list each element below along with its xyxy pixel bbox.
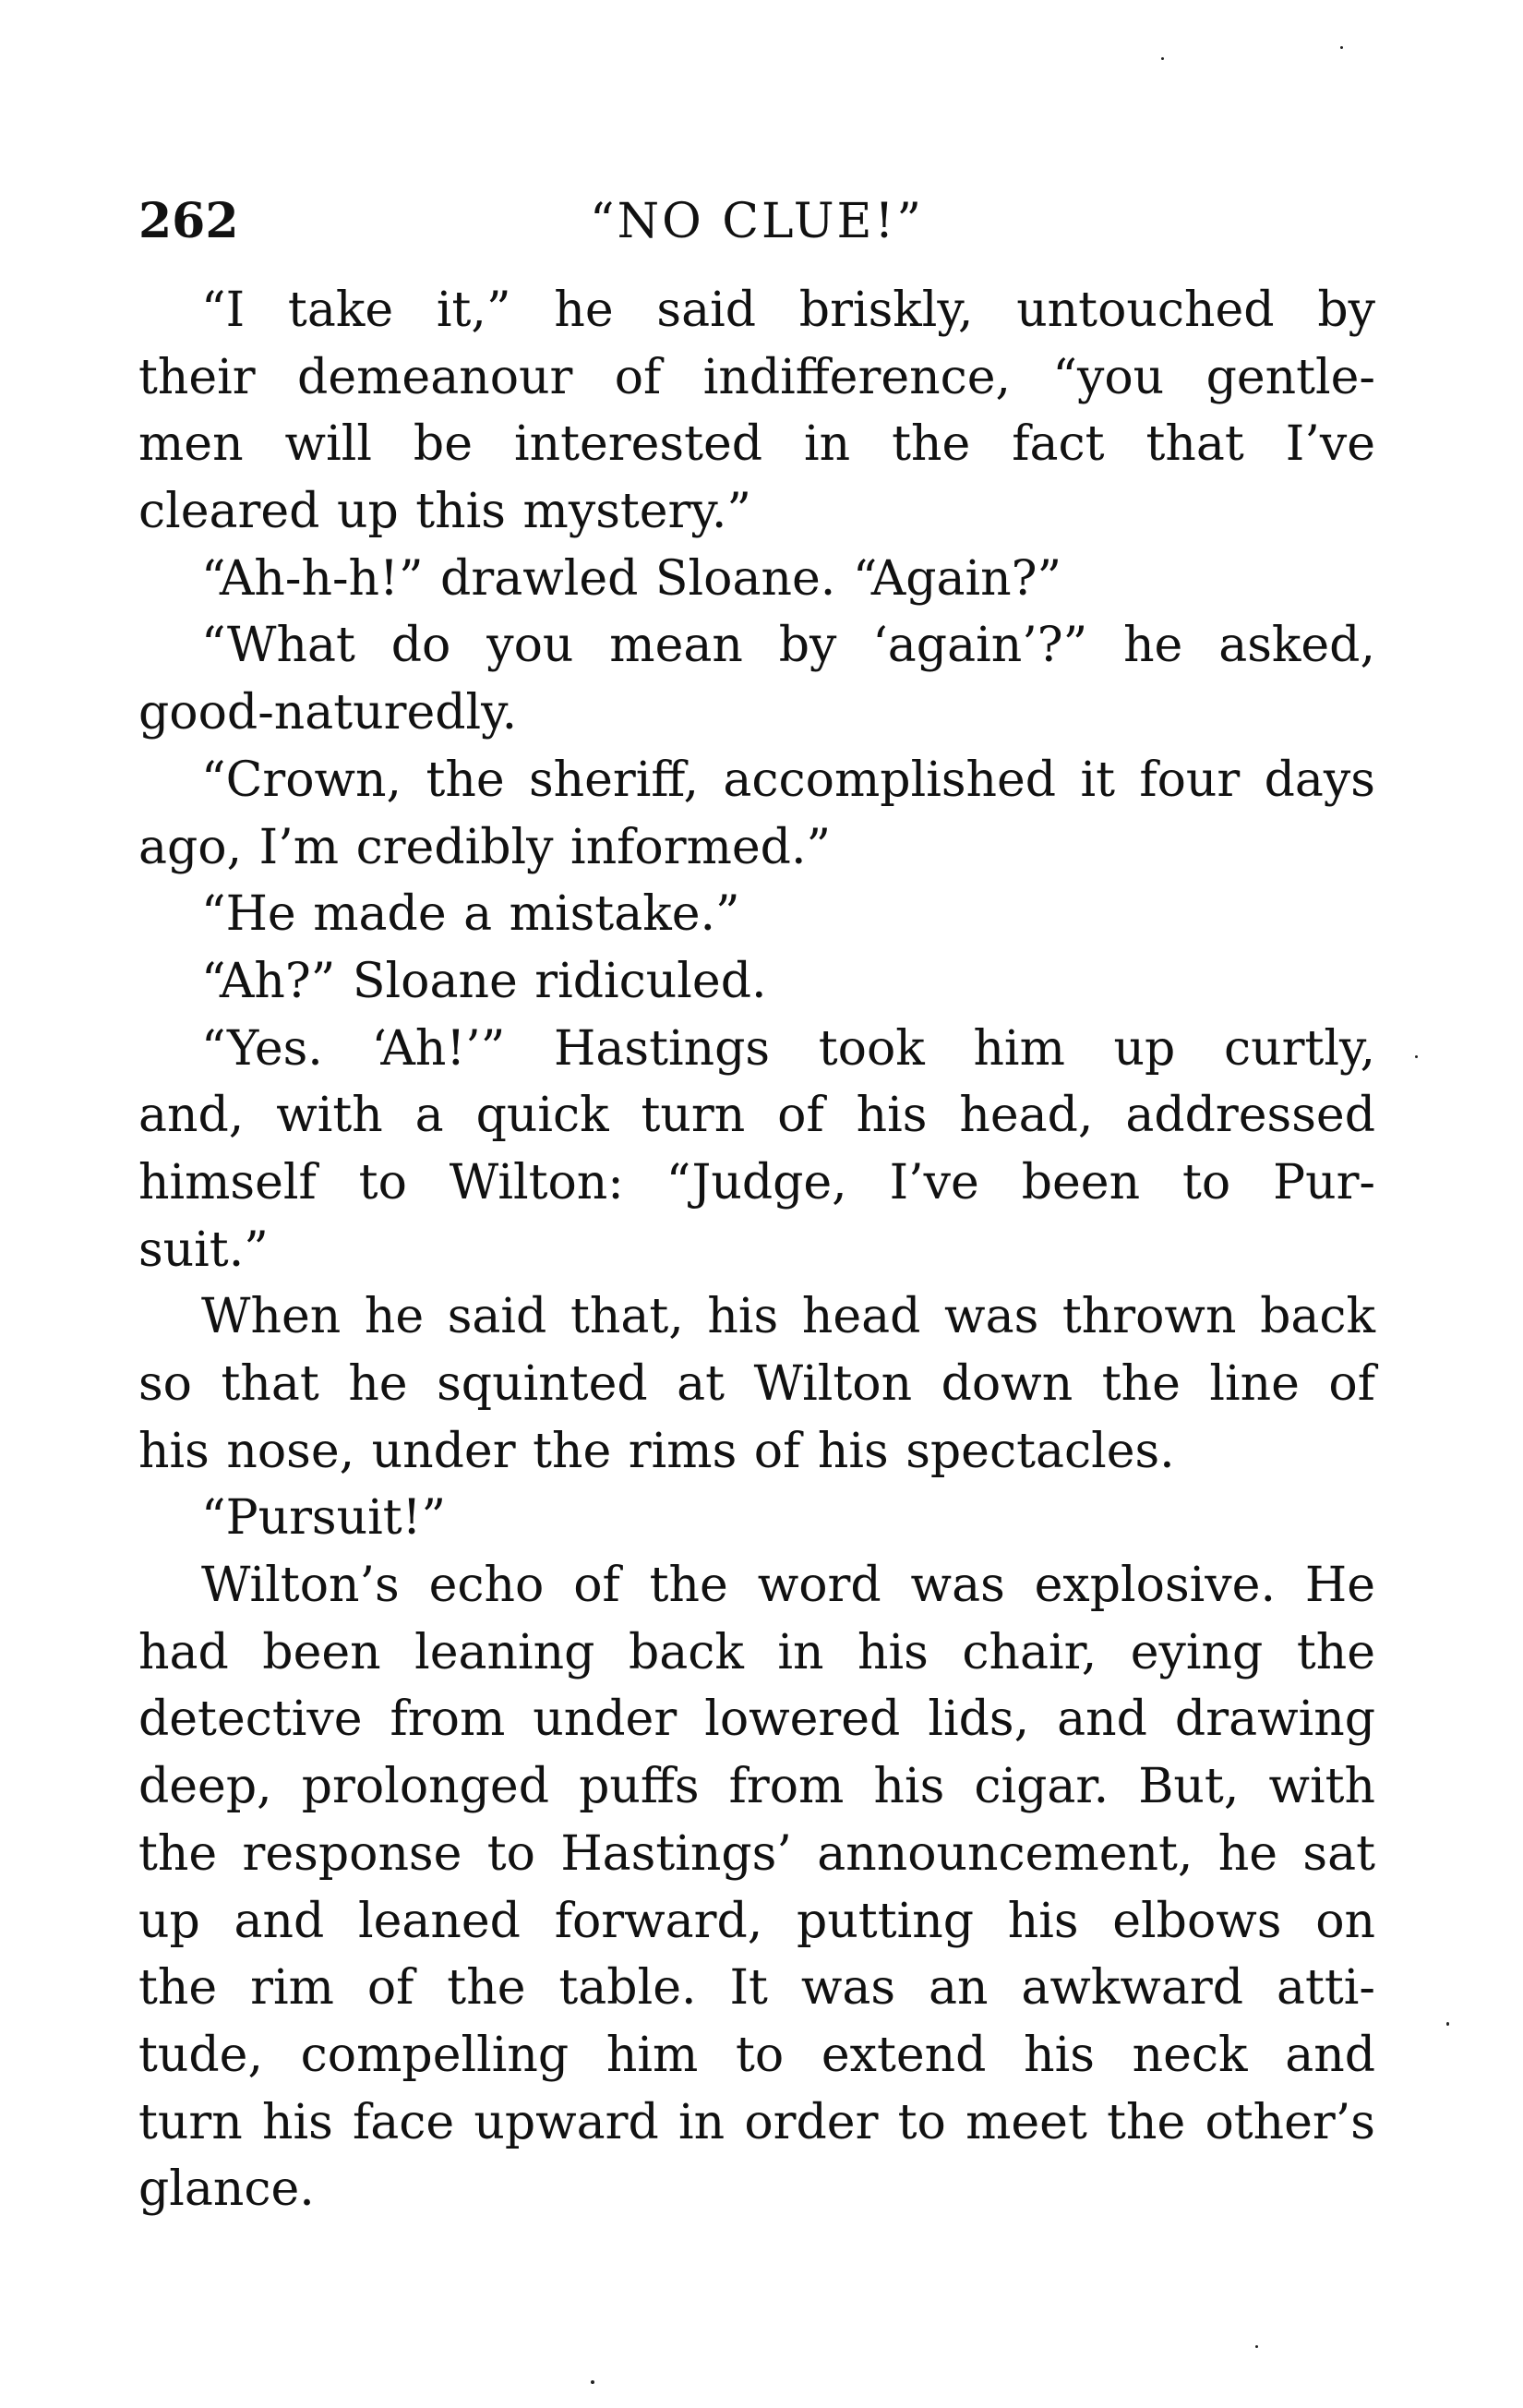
text-line: good-naturedly.	[138, 685, 518, 741]
scan-speck	[1446, 2022, 1449, 2026]
page-number: 262	[138, 193, 239, 249]
scan-speck	[1340, 46, 1343, 49]
text-line: When he said that, his head was thrown back	[201, 1289, 1375, 1345]
text-line: men will be interested in the fact that I’ve	[138, 416, 1375, 473]
text-line: “Yes. ‘Ah!’” Hastings took him up curtly,	[201, 1020, 1375, 1077]
text-line: “Crown, the sheriff, accomplished it four days	[201, 752, 1375, 808]
text-line: his nose, under the rims of his spectacles.	[138, 1423, 1175, 1479]
text-line: their demeanour of indifference, “you gentle-	[138, 349, 1375, 405]
text-line: himself to Wilton: “Judge, I’ve been to Pur-	[138, 1154, 1375, 1210]
text-line: the rim of the table. It was an awkward atti-	[138, 1960, 1375, 2017]
text-line: and, with a quick turn of his head, addressed	[138, 1088, 1375, 1144]
scan-speck	[1161, 57, 1164, 60]
text-line: “I take it,” he said briskly, untouched by	[201, 283, 1375, 338]
text-line: tude, compelling him to extend his neck and	[138, 2027, 1375, 2083]
text-line: “Ah?” Sloane ridiculed.	[201, 953, 767, 1009]
running-title: “NO CLUE!”	[590, 194, 924, 249]
body-text	[138, 277, 1375, 2223]
scan-speck	[591, 2380, 594, 2384]
text-line: the response to Hastings’ announcement, he sat	[138, 1825, 1375, 1882]
text-line: up and leaned forward, putting his elbows on	[138, 1893, 1375, 1949]
text-line: had been leaning back in his chair, eying the	[138, 1624, 1375, 1680]
text-line: ago, I’m credibly informed.”	[138, 819, 832, 875]
text-line: “Pursuit!”	[201, 1490, 447, 1547]
text-line: turn his face upward in order to meet the other’s	[138, 2094, 1375, 2150]
text-line: suit.”	[138, 1222, 269, 1278]
page-header	[138, 185, 1375, 259]
text-line: “He made a mistake.”	[201, 886, 740, 943]
scan-speck	[1255, 2345, 1258, 2348]
text-line: “Ah-h-h!” drawled Sloane. “Again?”	[201, 550, 1062, 607]
text-line: so that he squinted at Wilton down the line of	[138, 1356, 1375, 1412]
text-line: detective from under lowered lids, and drawing	[138, 1692, 1375, 1748]
text-line: Wilton’s echo of the word was explosive. He	[201, 1558, 1375, 1614]
scan-speck	[1415, 1055, 1418, 1058]
text-line: “What do you mean by ‘again’?” he asked,	[201, 618, 1375, 674]
text-line: glance.	[138, 2161, 315, 2218]
text-line: deep, prolonged puffs from his cigar. But, with	[138, 1759, 1375, 1815]
text-line: cleared up this mystery.”	[138, 484, 751, 540]
